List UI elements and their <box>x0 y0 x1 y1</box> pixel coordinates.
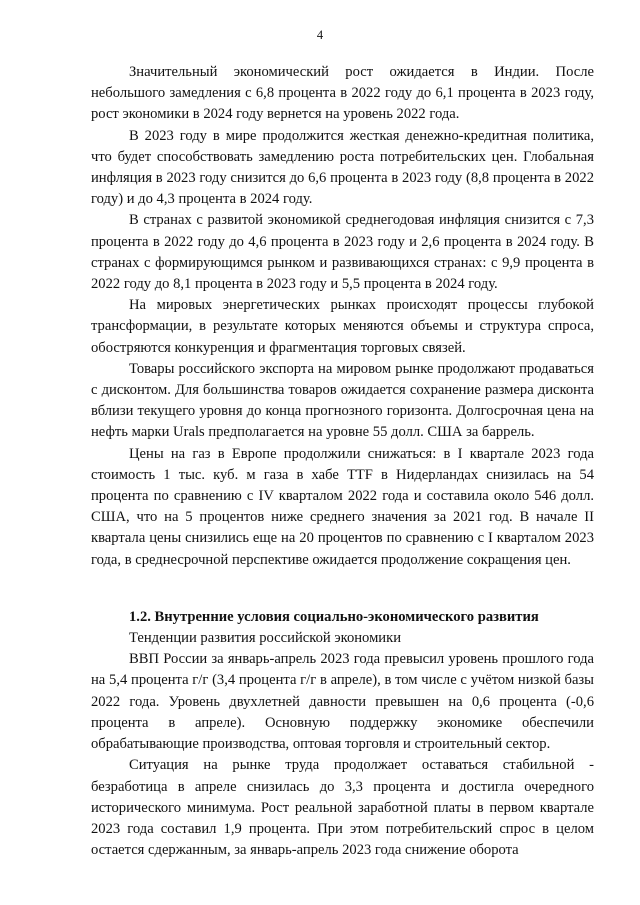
paragraph-india-growth: Значительный экономический рост ожидается в Индии. После небольшого замедления с 6,8 процента в 2022 году до 6,1 процента в 2023 году, рост экономики в 2024 году вернется на уровень 2022 года. <box>91 64 594 123</box>
paragraph-export-discount: Товары российского экспорта на мировом рынке продолжают продаваться с дисконтом. Для большинства товаров ожидается сохранение размера дисконта вблизи текущего уровня до конца прогнозного горизонта. Долгосрочная цена на нефть марки Urals предполагается на уровне 55 долл. США за баррель. <box>91 360 594 441</box>
page-number: 4 <box>316 28 324 42</box>
section-subheading: Тенденции развития российской экономики <box>129 630 402 647</box>
paragraph-developed-inflation: В странах с развитой экономикой среднегодовая инфляция снизится с 7,3 процента в 2022 году до 4,6 процента в 2023 году и 2,6 процента в 2024 году. В странах с формирующимся рынком и развивающихся странах: с 9,9 процента в 2022 году до 8,1 процента в 2023 году и 5,5 процента в 2024 году. <box>91 212 594 293</box>
paragraph-gdp: ВВП России за январь-апрель 2023 года превысил уровень прошлого года на 5,4 процента г/г (3,4 процента г/г в апреле), в том числе с учётом низкой базы 2022 года. Уровень двухлетней давности превышен на 0,6 процента (-0,6 процента в апреле). Основную поддержку экономике обеспечили обрабатывающие производства, оптовая торговля и строительный сектор. <box>91 651 594 753</box>
paragraph-global-inflation: В 2023 году в мире продолжится жесткая денежно-кредитная политика, что будет способствовать замедлению роста потребительских цен. Глобальная инфляция в 2023 году снизится до 6,6 процента в 2023 году (8,8 процента в 2022 году) и до 4,3 процента в 2024 году. <box>91 127 594 208</box>
paragraph-gas-prices: Цены на газ в Европе продолжили снижаться: в I квартале 2023 года стоимость 1 тыс. куб. м газа в хабе TTF в Нидерландах снизилась на 54 процента по сравнению с IV кварталом 2022 года и составила около 546 долл. США, что на 5 процентов ниже среднего значения за 2021 год. В начале II квартала цены снизились еще на 20 процентов по сравнению с I кварталом 2023 года, в среднесрочной перспективе ожидается продолжение сокращения цен. <box>91 445 594 568</box>
section-heading: 1.2. Внутренние условия социально-экономического развития <box>129 608 539 625</box>
paragraph-energy-markets: На мировых энергетических рынках происходят процессы глубокой трансформации, в результате которых меняются объемы и структура спроса, обостряются конкуренция и фрагментация торговых связей. <box>91 297 594 356</box>
paragraph-labor-market: Ситуация на рынке труда продолжает оставаться стабильной - безработица в апреле снизилась до 3,3 процента и достигла очередного исторического минимума. Рост реальной заработной платы в первом квартале 2023 года составил 1,9 процента. При этом потребительский спрос в целом остается сдержанным, за январь-апрель 2023 года снижение оборота <box>91 757 594 859</box>
document-body <box>91 62 594 861</box>
